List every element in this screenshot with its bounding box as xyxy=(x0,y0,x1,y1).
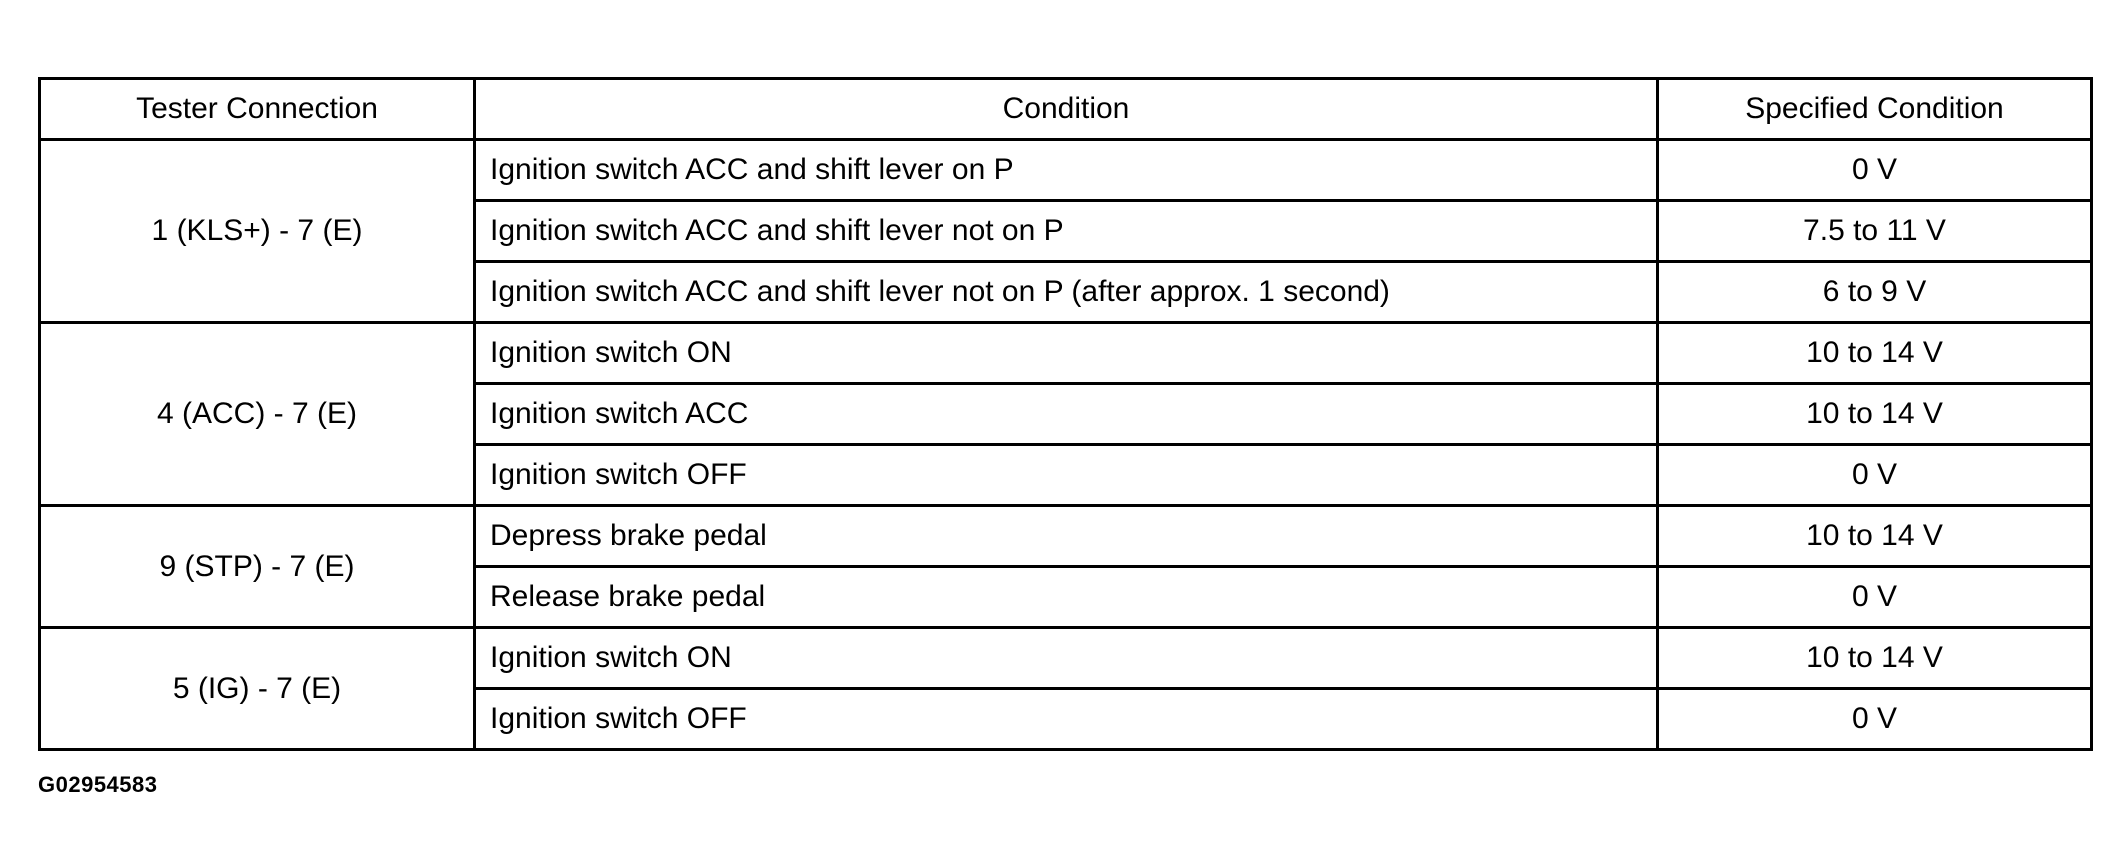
header-row xyxy=(40,79,2092,140)
table-row xyxy=(40,323,2092,384)
table-row xyxy=(40,628,2092,689)
specified-condition-cell: 0 V xyxy=(1658,689,2092,750)
tester-connection-cell: 9 (STP) - 7 (E) xyxy=(40,506,475,628)
condition-cell: Release brake pedal xyxy=(475,567,1658,628)
condition-cell: Ignition switch ON xyxy=(475,323,1658,384)
specified-condition-cell: 6 to 9 V xyxy=(1658,262,2092,323)
specified-condition-cell: 10 to 14 V xyxy=(1658,384,2092,445)
specified-condition-cell: 10 to 14 V xyxy=(1658,628,2092,689)
table-row xyxy=(40,140,2092,201)
specified-condition-cell: 7.5 to 11 V xyxy=(1658,201,2092,262)
header-specified-condition: Specified Condition xyxy=(1658,79,2092,140)
specification-table xyxy=(38,77,2093,751)
table-row xyxy=(40,506,2092,567)
condition-cell: Ignition switch OFF xyxy=(475,445,1658,506)
specified-condition-cell: 0 V xyxy=(1658,567,2092,628)
header-tester-connection: Tester Connection xyxy=(40,79,475,140)
specified-condition-cell: 0 V xyxy=(1658,140,2092,201)
condition-cell: Depress brake pedal xyxy=(475,506,1658,567)
condition-cell: Ignition switch OFF xyxy=(475,689,1658,750)
condition-cell: Ignition switch ACC and shift lever not on P (after approx. 1 second) xyxy=(475,262,1658,323)
tester-connection-cell: 5 (IG) - 7 (E) xyxy=(40,628,475,750)
condition-cell: Ignition switch ON xyxy=(475,628,1658,689)
condition-cell: Ignition switch ACC xyxy=(475,384,1658,445)
figure-id-label: G02954583 xyxy=(38,772,158,797)
condition-cell: Ignition switch ACC and shift lever on P xyxy=(475,140,1658,201)
specified-condition-cell: 10 to 14 V xyxy=(1658,323,2092,384)
tester-connection-cell: 1 (KLS+) - 7 (E) xyxy=(40,140,475,323)
condition-cell: Ignition switch ACC and shift lever not on P xyxy=(475,201,1658,262)
specified-condition-cell: 0 V xyxy=(1658,445,2092,506)
specified-condition-cell: 10 to 14 V xyxy=(1658,506,2092,567)
tester-connection-cell: 4 (ACC) - 7 (E) xyxy=(40,323,475,506)
header-condition: Condition xyxy=(475,79,1658,140)
